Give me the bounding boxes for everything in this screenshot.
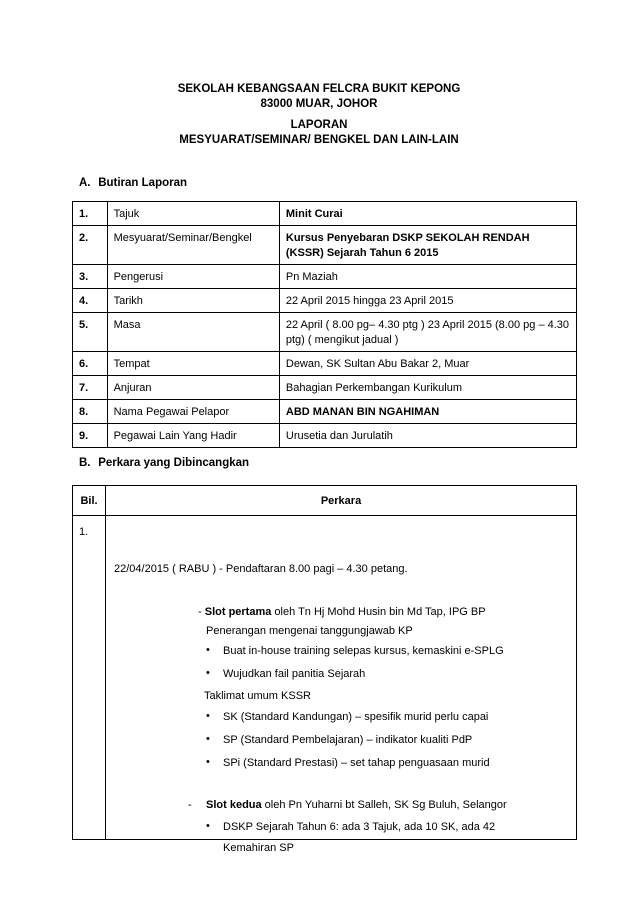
perkara-cell <box>106 516 577 854</box>
taklimat-bullet-3: SPi (Standard Prestasi) – set tahap penguasaan murid <box>223 757 490 769</box>
bullet-icon: • <box>206 820 210 832</box>
school-name: SEKOLAH KEBANGSAAN FELCRA BUKIT KEPONG <box>177 83 461 95</box>
details-row <box>73 400 577 424</box>
details-row-value: Urusetia dan Jurulatih <box>279 424 576 448</box>
bullet-icon: • <box>206 733 210 745</box>
details-row-number: 8. <box>73 400 108 424</box>
details-row-number: 7. <box>73 376 108 400</box>
slot1-desc: Penerangan mengenai tanggungjawab KP <box>206 625 413 637</box>
details-row-label: Masa <box>107 313 279 352</box>
details-row-number: 2. <box>73 226 108 265</box>
details-row-label: Nama Pegawai Pelapor <box>107 400 279 424</box>
bullet-icon: • <box>206 667 210 679</box>
details-row-label: Anjuran <box>107 376 279 400</box>
col-bil-header: Bil. <box>73 486 106 516</box>
details-row-number: 3. <box>73 265 108 289</box>
section-b-heading <box>79 457 249 469</box>
details-row-value: Minit Curai <box>279 202 576 226</box>
section-b-letter: B. <box>79 457 91 469</box>
details-row <box>73 289 577 313</box>
slot1-line <box>198 605 486 619</box>
slot2-label: Slot kedua <box>206 799 262 811</box>
details-table <box>72 201 577 448</box>
details-row-number: 9. <box>73 424 108 448</box>
details-row-value: 22 April 2015 hingga 23 April 2015 <box>279 289 576 313</box>
details-row-value: Kursus Penyebaran DSKP SEKOLAH RENDAH (KSSR) Sejarah Tahun 6 2015 <box>279 226 576 265</box>
col-perkara-header: Perkara <box>106 486 577 516</box>
details-row <box>73 313 577 352</box>
details-row-label: Pengerusi <box>107 265 279 289</box>
details-row-label: Pegawai Lain Yang Hadir <box>107 424 279 448</box>
bullet-icon: • <box>206 644 210 656</box>
slot2-line <box>206 798 507 812</box>
slot1-by: oleh Tn Hj Mohd Husin bin Md Tap, IPG BP <box>271 606 486 618</box>
details-row-label: Tajuk <box>107 202 279 226</box>
details-row-number: 5. <box>73 313 108 352</box>
details-row-value: 22 April ( 8.00 pg– 4.30 ptg ) 23 April 2015 (8.00 pg – 4.30 ptg) ( mengikut jadual ) <box>279 313 576 352</box>
slot2-by: oleh Pn Yuharni bt Salleh, SK Sg Buluh, Selangor <box>261 799 507 811</box>
details-row <box>73 202 577 226</box>
details-row <box>73 352 577 376</box>
details-row-label: Mesyuarat/Seminar/Bengkel <box>107 226 279 265</box>
details-row-value: Dewan, SK Sultan Abu Bakar 2, Muar <box>279 352 576 376</box>
details-row-number: 4. <box>73 289 108 313</box>
section-b-title: Perkara yang Dibincangkan <box>98 457 250 469</box>
slot2-bullet-1-line2: Kemahiran SP <box>223 842 294 854</box>
section-a-title: Butiran Laporan <box>98 177 188 189</box>
details-row-label: Tarikh <box>107 289 279 313</box>
slot1-label: Slot pertama <box>204 606 272 618</box>
details-row-value: Bahagian Perkembangan Kurikulum <box>279 376 576 400</box>
slot1-bullet-1: Buat in-house training selepas kursus, kemaskini e-SPLG <box>223 645 504 657</box>
details-row <box>73 265 577 289</box>
details-row-label: Tempat <box>107 352 279 376</box>
report-subtitle: MESYUARAT/SEMINAR/ BENGKEL DAN LAIN-LAIN <box>179 134 459 146</box>
row-number: 1. <box>73 516 106 840</box>
taklimat-bullet-1: SK (Standard Kandungan) – spesifik murid perlu capai <box>223 711 489 723</box>
section-a-letter: A. <box>79 177 91 189</box>
details-row-number: 1. <box>73 202 108 226</box>
slot1-dash: - <box>198 606 202 618</box>
slot1-bullet-2: Wujudkan fail panitia Sejarah <box>223 668 366 680</box>
slot2-bullet-1-line1: DSKP Sejarah Tahun 6: ada 3 Tajuk, ada 10 SK, ada 42 <box>223 821 496 833</box>
details-row <box>73 226 577 265</box>
details-row-number: 6. <box>73 352 108 376</box>
details-row <box>73 424 577 448</box>
date-line: 22/04/2015 ( RABU ) - Pendaftaran 8.00 pagi – 4.30 petang. <box>114 563 408 575</box>
details-row-value: Pn Maziah <box>279 265 576 289</box>
taklimat-heading: Taklimat umum KSSR <box>204 690 311 702</box>
bullet-icon: • <box>206 710 210 722</box>
taklimat-bullet-2: SP (Standard Pembelajaran) – indikator kualiti PdP <box>223 734 473 746</box>
details-row <box>73 376 577 400</box>
bullet-icon: • <box>206 756 210 768</box>
slot2-dash: - <box>188 799 192 811</box>
school-address: 83000 MUAR, JOHOR <box>260 98 378 110</box>
details-row-value: ABD MANAN BIN NGAHIMAN <box>279 400 576 424</box>
report-title: LAPORAN <box>290 119 348 131</box>
perkara-table <box>72 485 577 854</box>
section-a-heading <box>79 177 187 189</box>
